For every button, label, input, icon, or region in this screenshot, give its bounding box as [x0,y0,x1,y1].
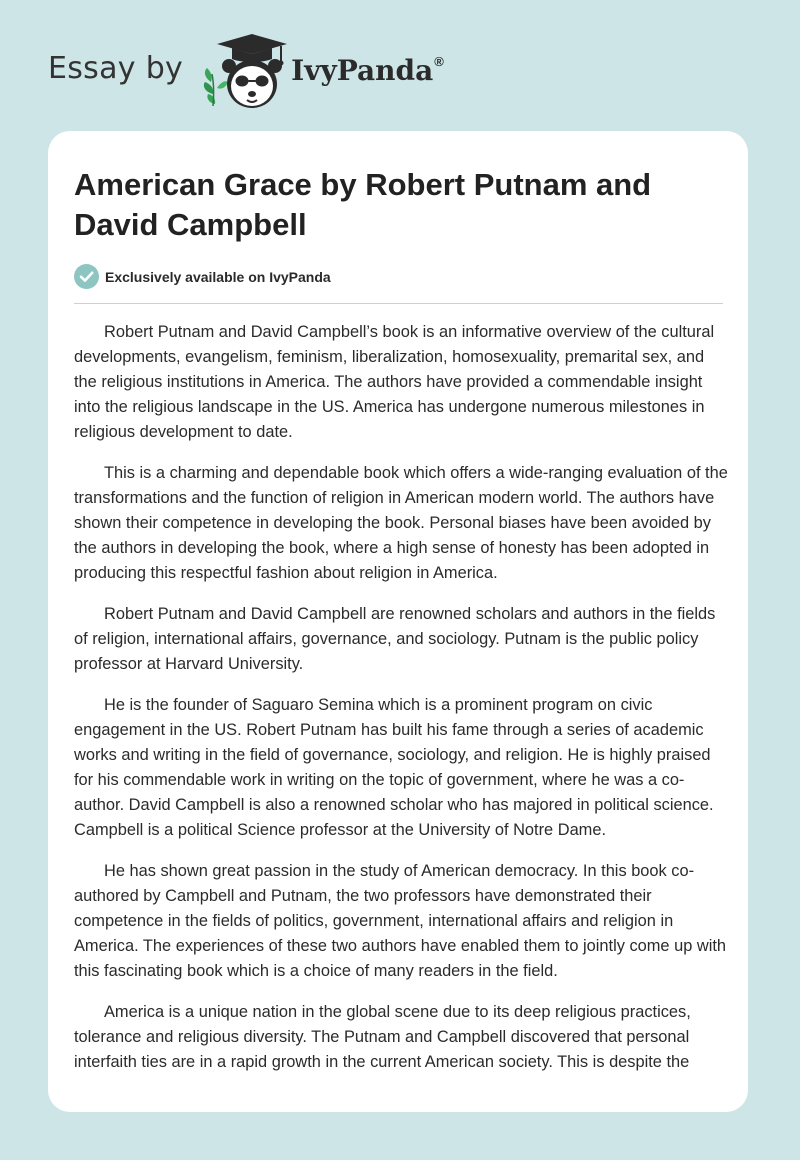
paragraph: Robert Putnam and David Campbell are renowned scholars and authors in the fields of religion, international affairs, governance, and sociology. Putnam is the public policy professor at Harvard University. [74,605,716,673]
brand-name[interactable] [291,54,444,87]
essay-by-label: Essay by [48,50,184,86]
panda-head-icon [222,59,282,108]
paragraph: He has shown great passion in the study of American democracy. In this book co-authored by Campbell and Putnam, the two professors have demonstrated their competence in the fields of politics, government, international affairs and religion in America. The experiences of these two authors have enabled them to jointly come up with this fascinating book which is a choice of many readers in the field. [74,862,727,980]
paragraph: America is a unique nation in the global scene due to its deep religious practices, tolerance and religious diversity. The Putnam and Campbell discovered that personal interfaith ties are in a rapid growth in the current American society. This is despite the [74,1003,691,1071]
site-header [48,32,444,112]
exclusive-badge [74,264,331,289]
registered-mark: ® [434,53,444,69]
check-circle-icon [74,264,99,289]
paragraph: This is a charming and dependable book which offers a wide-ranging evaluation of the transformations and the function of religion in American modern world. The authors have shown their competence in developing the book. Personal biases have been avoided by the authors in developing the book, where a high sense of honesty has been adopted in producing this respectful fashion about religion in America. [74,464,728,582]
paragraph: He is the founder of Saguaro Semina which is a prominent program on civic engagement in the US. Robert Putnam has built his fame through a series of academic works and writing in the field of governance, sociology, and religion. He is highly praised for his commendable work in writing on the topic of government, where he was a co-author. David Campbell is also a renowned scholar who has majored in political science. Campbell is a political Science professor at the University of Notre Dame. [74,696,714,839]
divider [74,303,723,304]
ivy-leaf-icon [204,68,228,106]
page-title: American Grace by Robert Putnam and David Campbell [74,167,652,242]
panda-logo-icon[interactable] [197,32,289,112]
badge-label: Exclusively available on IvyPanda [105,268,331,285]
essay-card [48,131,748,1112]
paragraph: Robert Putnam and David Campbell’s book is an informative overview of the cultural developments, evangelism, feminism, liberalization, homosexuality, premarital sex, and the religious institutions in America. The authors have provided a commendable insight into the religious landscape in the US. America has undergone numerous milestones in religious development to date. [74,323,715,441]
brand-name-text: IvyPanda [291,53,434,87]
essay-body [74,320,728,1091]
